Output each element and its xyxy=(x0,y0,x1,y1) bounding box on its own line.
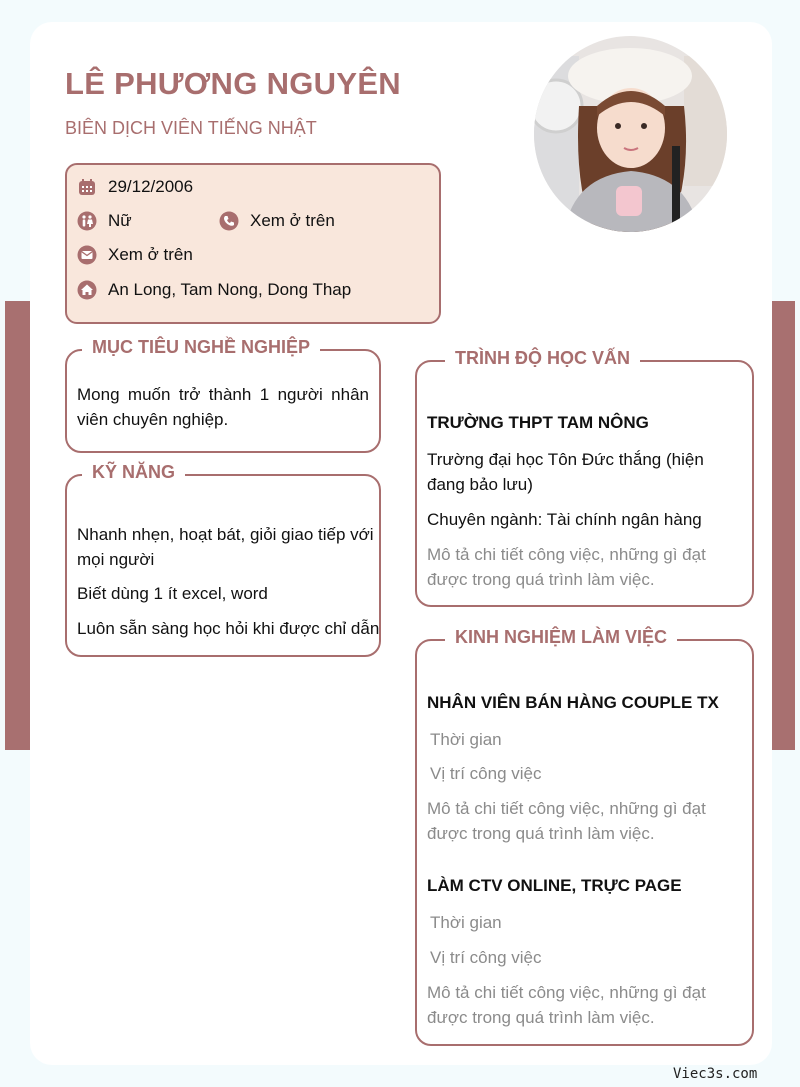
phone-icon xyxy=(219,211,239,231)
skill-item: Luôn sẵn sàng học hỏi khi được chỉ dẫn xyxy=(77,619,380,638)
contact-email xyxy=(77,245,193,265)
education-line: Trường đại học Tôn Đức thắng (hiện đang bảo lưu) xyxy=(427,450,704,494)
experience-title: KINH NGHIỆM LÀM VIỆC xyxy=(445,627,677,648)
contact-phone xyxy=(219,211,335,231)
job-time-placeholder: Thời gian xyxy=(430,913,502,932)
objective-title: MỤC TIÊU NGHỀ NGHIỆP xyxy=(82,337,320,358)
gender-icon xyxy=(77,211,97,231)
contact-address xyxy=(77,280,351,300)
candidate-name: LÊ PHƯƠNG NGUYÊN xyxy=(65,66,401,101)
contact-birthday xyxy=(77,177,193,197)
education-title: TRÌNH ĐỘ HỌC VẤN xyxy=(445,348,640,369)
site-watermark: Viec3s.com xyxy=(673,1066,758,1082)
education-school: TRƯỜNG THPT TAM NÔNG xyxy=(427,413,649,432)
candidate-title: BIÊN DỊCH VIÊN TIẾNG NHẬT xyxy=(65,118,317,138)
email-icon xyxy=(77,245,97,265)
job-time-placeholder: Thời gian xyxy=(430,730,502,749)
education-description-placeholder: Mô tả chi tiết công việc, những gì đạt được trong quá trình làm việc. xyxy=(427,545,706,589)
email-value: Xem ở trên xyxy=(108,245,193,264)
job-title: NHÂN VIÊN BÁN HÀNG COUPLE TX xyxy=(427,693,719,712)
job-title: LÀM CTV ONLINE, TRỰC PAGE xyxy=(427,876,682,895)
skill-item: Biết dùng 1 ít excel, word xyxy=(77,584,268,603)
home-icon xyxy=(77,280,97,300)
avatar-photo xyxy=(534,36,727,232)
phone-value: Xem ở trên xyxy=(250,211,335,230)
job-description-placeholder: Mô tả chi tiết công việc, những gì đạt được trong quá trình làm việc. xyxy=(427,983,706,1027)
contact-gender xyxy=(77,211,132,231)
objective-text: Mong muốn trở thành 1 người nhân viên chuyên nghiệp. xyxy=(77,385,369,429)
job-description-placeholder: Mô tả chi tiết công việc, những gì đạt được trong quá trình làm việc. xyxy=(427,799,706,843)
avatar xyxy=(534,36,727,232)
address-value: An Long, Tam Nong, Dong Thap xyxy=(108,280,352,299)
left-accent-band xyxy=(5,301,30,750)
birthday-value: 29/12/2006 xyxy=(108,177,194,196)
skill-item: Nhanh nhẹn, hoạt bát, giỏi giao tiếp với mọi người xyxy=(77,525,374,569)
skills-title: KỸ NĂNG xyxy=(82,462,185,483)
job-position-placeholder: Vị trí công việc xyxy=(430,948,542,967)
gender-value: Nữ xyxy=(108,211,132,230)
education-line: Chuyên ngành: Tài chính ngân hàng xyxy=(427,510,702,529)
right-accent-band xyxy=(772,301,795,750)
calendar-icon xyxy=(77,177,97,197)
job-position-placeholder: Vị trí công việc xyxy=(430,764,542,783)
